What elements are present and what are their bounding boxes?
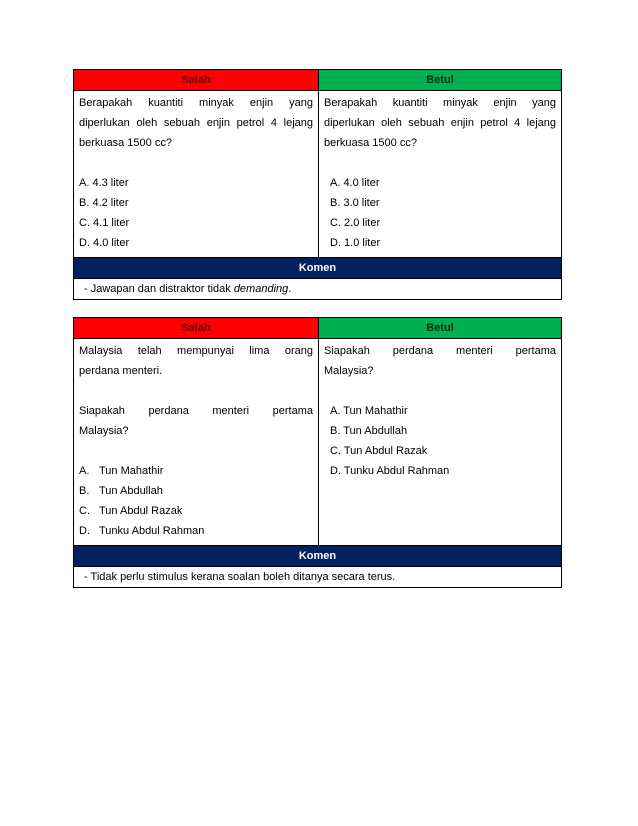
header-salah: Salah: [74, 318, 319, 338]
komen-prefix: - Jawapan dan distraktor tidak: [84, 283, 234, 295]
option-item: B. 4.2 liter: [79, 197, 129, 209]
komen-emphasis: demanding: [233, 283, 289, 295]
komen-text: [74, 278, 561, 299]
option-letter: C.: [79, 505, 90, 517]
stimulus-line: Malaysia telah mempunyai lima orang: [79, 345, 313, 357]
stimulus-line: perdana menteri.: [79, 365, 163, 377]
right-options-list: [324, 173, 556, 253]
table-header-row: [74, 70, 561, 90]
option-item: [79, 501, 313, 521]
right-question-cell: [319, 339, 561, 545]
option-item: [79, 521, 313, 541]
option-letter: A.: [79, 465, 90, 477]
option-text: Tunku Abdul Rahman: [99, 525, 205, 537]
question-line: berkuasa 1500 cc?: [324, 137, 417, 149]
header-betul: Betul: [319, 70, 561, 90]
option-text: Tun Abdullah: [99, 485, 163, 497]
question-line: Malaysia?: [79, 425, 129, 437]
question-line: diperlukan oleh sebuah enjin petrol 4 lejang: [79, 117, 313, 129]
option-item: D. 4.0 liter: [79, 237, 130, 249]
option-text: Tun Abdul Razak: [99, 505, 183, 517]
comparison-table-2: [73, 317, 562, 588]
komen-header: Komen: [74, 257, 561, 278]
wrong-options-list: [79, 173, 313, 253]
option-item: B. 3.0 liter: [330, 197, 380, 209]
option-letter: D.: [79, 525, 90, 537]
table-header-row: [74, 318, 561, 338]
option-item: D. 1.0 liter: [330, 237, 381, 249]
table-body-row: [74, 90, 561, 257]
option-item: [79, 481, 313, 501]
table-body-row: [74, 338, 561, 545]
option-item: B. Tun Abdullah: [330, 425, 408, 437]
question-line: Berapakah kuantiti minyak enjin yang: [324, 97, 556, 109]
header-salah: Salah: [74, 70, 319, 90]
komen-text: - Tidak perlu stimulus kerana soalan boleh ditanya secara terus.: [74, 566, 561, 587]
wrong-question-cell: [74, 339, 319, 545]
option-item: A. Tun Mahathir: [330, 405, 408, 417]
wrong-options-list: [79, 461, 313, 541]
question-line: berkuasa 1500 cc?: [79, 137, 172, 149]
option-item: A. 4.0 liter: [330, 177, 380, 189]
option-item: D. Tunku Abdul Rahman: [330, 465, 450, 477]
right-question-cell: [319, 91, 561, 257]
komen-header: Komen: [74, 545, 561, 566]
question-line: diperlukan oleh sebuah enjin petrol 4 lejang: [324, 117, 556, 129]
option-item: C. Tun Abdul Razak: [330, 445, 428, 457]
question-line: Berapakah kuantiti minyak enjin yang: [79, 97, 313, 109]
option-item: A. 4.3 liter: [79, 177, 129, 189]
komen-suffix: .: [288, 283, 292, 295]
option-item: C. 2.0 liter: [330, 217, 381, 229]
question-line: Siapakah perdana menteri pertama: [324, 345, 556, 357]
option-item: C. 4.1 liter: [79, 217, 130, 229]
question-line: Malaysia?: [324, 365, 374, 377]
option-letter: B.: [79, 485, 90, 497]
option-item: [79, 461, 313, 481]
header-betul: Betul: [319, 318, 561, 338]
option-text: Tun Mahathir: [99, 465, 164, 477]
wrong-question-cell: [74, 91, 319, 257]
right-options-list: [324, 401, 556, 481]
question-line: Siapakah perdana menteri pertama: [79, 405, 313, 417]
comparison-table-1: [73, 69, 562, 300]
